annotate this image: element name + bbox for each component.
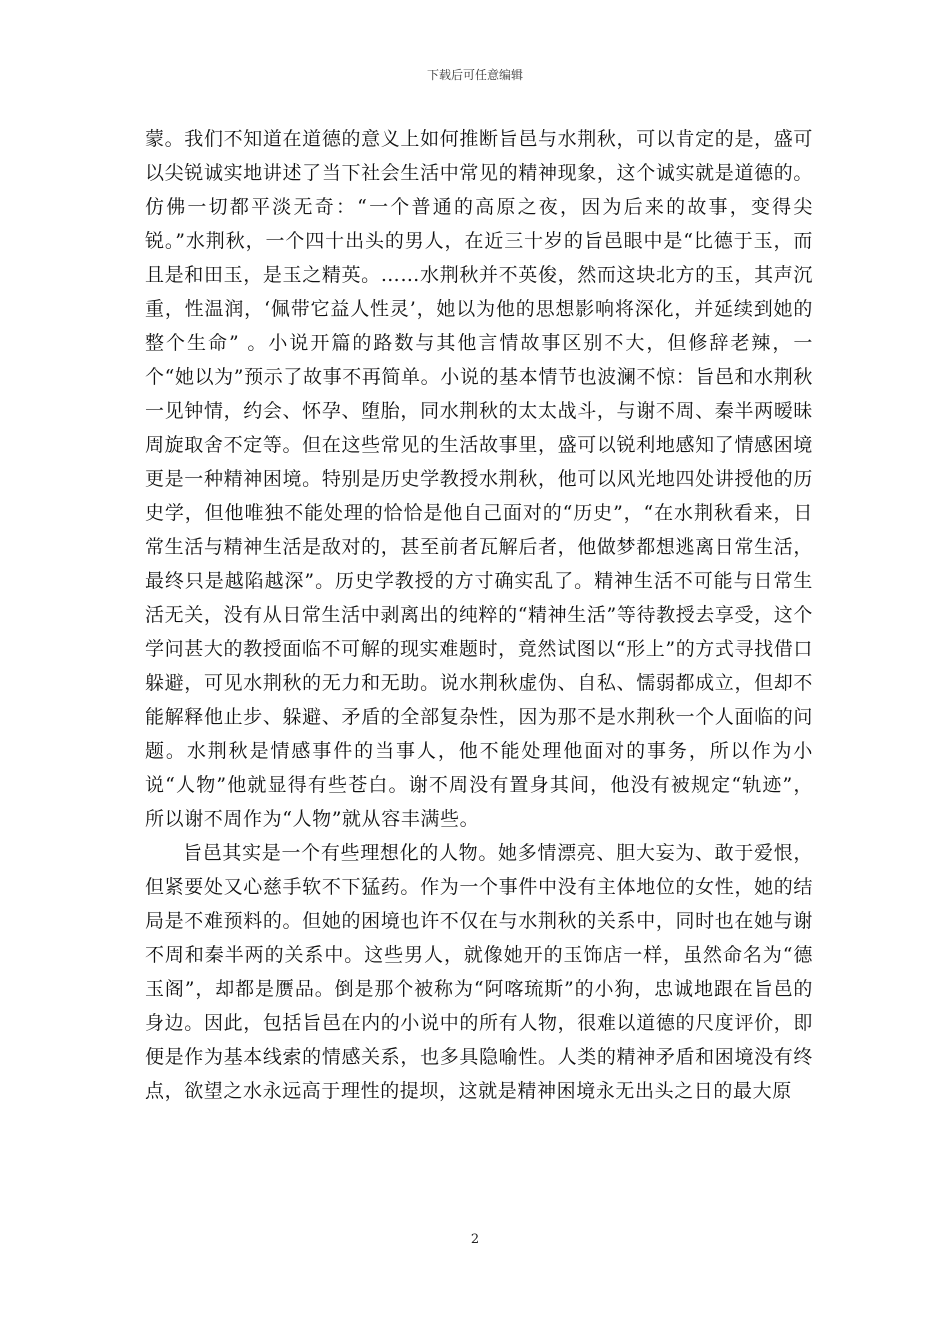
paragraph-1: 蒙。我们不知道在道德的意义上如何推断旨邑与水荆秋，可以肯定的是，盛可以尖锐诚实地讲述了当下社会生活中常见的精神现象，这个诚实就是道德的。仿佛一切都平淡无奇：“一个普通的高原之夜，因为后来的故事，变得尖锐。”水荆秋，一个四十出头的男人，在近三十岁的旨邑眼中是“比德于玉，而且是和田玉，是玉之精英。……水荆秋并不英俊，然而这块北方的玉，其声沉重，性温润，‘佩带它益人性灵’，她以为他的思想影响将深化，并延续到她的整个生命” 。小说开篇的路数与其他言情故事区别不大，但修辞老辣，一个“她以为”预示了故事不再简单。小说的基本情节也波澜不惊：旨邑和水荆秋一见钟情，约会、怀孕、堕胎，同水荆秋的太太战斗，与谢不周、秦半两暧昧周旋取舍不定等。但在这些常见的生活故事里，盛可以锐利地感知了情感困境更是一种精神困境。特别是历史学教授水荆秋，他可以风光地四处讲授他的历史学，但他唯独不能处理的恰恰是他自己面对的“历史”，“在水荆秋看来，日常生活与精神生活是敌对的，甚至前者瓦解后者，他做梦都想逃离日常生活，最终只是越陷越深”。历史学教授的方寸确实乱了。精神生活不可能与日常生活无关，没有从日常生活中剥离出的纯粹的“精神生活”等待教授去享受，这个学问甚大的教授面临不可解的现实难题时，竟然试图以“形上”的方式寻找借口躲避，可见水荆秋的无力和无助。说水荆秋虚伪、自私、懦弱都成立，但却不能解释他止步、躲避、矛盾的全部复杂性，因为那不是水荆秋一个人面临的问题。水荆秋是情感事件的当事人，他不能处理他面对的事务，所以作为小说“人物”他就显得有些苍白。谢不周没有置身其间，他没有被规定“轨迹”，所以谢不周作为“人物”就从容丰满些。	[145, 128, 813, 830]
document-body	[145, 122, 813, 1108]
paragraph-2: 旨邑其实是一个有些理想化的人物。她多情漂亮、胆大妄为、敢于爱恨，但紧要处又心慈手软不下猛药。作为一个事件中没有主体地位的女性，她的结局是不难预料的。但她的困境也许不仅在与水荆秋的关系中，同时也在她与谢不周和秦半两的关系中。这些男人，就像她开的玉饰店一样，虽然命名为“德玉阁”，却都是赝品。倒是那个被称为“阿喀琉斯”的小狗，忠诚地跟在旨邑的身边。因此，包括旨邑在内的小说中的所有人物，很难以道德的尺度评价，即便是作为基本线索的情感关系，也多具隐喻性。人类的精神矛盾和困境没有终点，欲望之水永远高于理性的提坝，这就是精神困境永无出头之日的最大原	[145, 842, 813, 1102]
page-number: 2	[470, 1232, 480, 1247]
page-header: 下载后可任意编辑	[426, 68, 523, 82]
